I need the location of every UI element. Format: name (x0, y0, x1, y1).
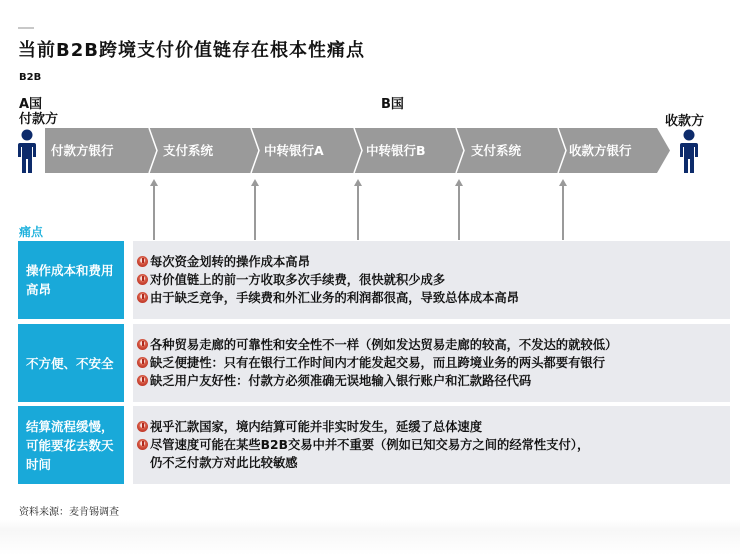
bottom-shade (0, 520, 740, 555)
payee-label: 收款方 (665, 114, 705, 129)
pain-point-row-cost (18, 241, 730, 319)
payer-label: 付款方 (19, 112, 59, 127)
b2b-label: B2B (19, 72, 42, 83)
pain-points-heading: 痛点 (19, 225, 44, 239)
chain-step-payee-bank: 收款方银行 (569, 143, 632, 158)
pain-point-item: 每次资金划转的操作成本高昂 (137, 253, 730, 271)
pain-point-item: 视乎汇款国家，境内结算可能并非实时发生，延缓了总体速度 (137, 418, 730, 436)
pain-point-item: 尽管速度可能在某些B2B交易中并不重要（例如已知交易方之间的经常性支付）， (137, 436, 730, 454)
pain-point-item: 由于缺乏竞争，手续费和外汇业务的利润都很高，导致总体成本高昂 (137, 289, 730, 307)
pain-point-item: 缺乏用户友好性：付款方必须准确无误地输入银行账户和汇款路径代码 (137, 372, 730, 390)
warning-bullet-icon (137, 439, 148, 450)
pain-point-details (133, 406, 730, 484)
value-chain (45, 128, 670, 173)
pain-point-label: 结算流程缓慢，可能要花去数天时间 (18, 406, 124, 484)
pain-point-item: 缺乏便捷性：只有在银行工作时间内才能发起交易，而且跨境业务的两头都要有银行 (137, 354, 730, 372)
page-title: 当前B2B跨境支付价值链存在根本性痛点 (18, 40, 365, 61)
warning-bullet-icon (137, 274, 148, 285)
pain-point-details (133, 324, 730, 402)
payer-person-icon (17, 129, 37, 173)
chain-step-payment-system-a: 支付系统 (163, 143, 214, 158)
pain-point-details (133, 241, 730, 319)
pain-point-row-inconvenient (18, 324, 730, 402)
chain-step-intermediary-bank-b: 中转银行B (366, 143, 426, 158)
warning-bullet-icon (137, 292, 148, 303)
warning-bullet-icon (137, 421, 148, 432)
pain-point-label: 不方便、不安全 (18, 324, 124, 402)
top-decoration-mark (18, 27, 34, 29)
payee-person-icon (679, 129, 699, 173)
pain-point-row-slow (18, 406, 730, 484)
warning-bullet-icon (137, 375, 148, 386)
pain-point-label: 操作成本和费用高昂 (18, 241, 124, 319)
pain-point-item: 各种贸易走廊的可靠性和安全性不一样（例如发达贸易走廊的较高，不发达的就较低） (137, 336, 730, 354)
source-note: 资料来源：麦肯锡调查 (19, 507, 119, 518)
chain-step-payment-system-b: 支付系统 (471, 143, 522, 158)
chain-step-intermediary-bank-a: 中转银行A (264, 143, 324, 158)
warning-bullet-icon (137, 256, 148, 267)
country-a-label: A国 (19, 97, 43, 112)
country-b-label: B国 (381, 97, 404, 112)
warning-bullet-icon (137, 339, 148, 350)
warning-bullet-icon (137, 357, 148, 368)
pain-point-item: 对价值链上的前一方收取多次手续费，很快就积少成多 (137, 271, 730, 289)
pain-point-item-continuation: 仍不乏付款方对此比较敏感 (150, 456, 298, 470)
chain-step-payer-bank: 付款方银行 (51, 143, 114, 158)
